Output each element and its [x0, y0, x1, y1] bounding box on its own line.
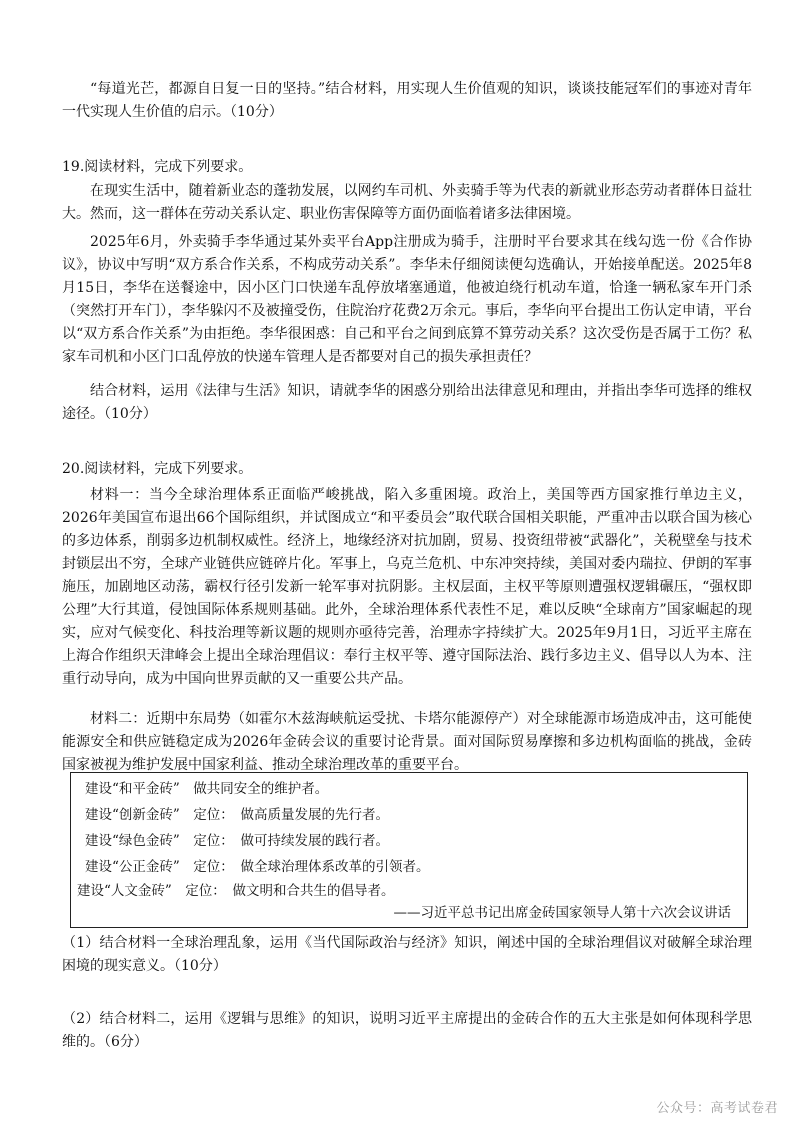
- q19-task: 结合材料，运用《法律与生活》知识，请就李华的困惑分别给出法律意见和理由，并指出李华可选择的维权途径。（10分）: [62, 383, 752, 422]
- q19-paragraph-2: 2025年6月，外卖骑手李华通过某外卖平台App注册成为骑手，注册时平台要求其在线勾选一份《合作协议》，协议中写明“双方系合作关系，不构成劳动关系”。李华未仔细阅读便勾选确认，开始接单配送。2025年8月15日，李华在送餐途中，因小区门口快递车乱停放堵塞通道，他被迫绕行机动车道，恰逢一辆私家车开门杀（突然打开车门），李华躲闪不及被撞受伤，住院治疗花费2万余元。事后，李华向平台提出工伤认定申请，平台以“双方系合作关系”为由拒绝。李华很困惑：自己和平台之间到底算不算劳动关系？这次受伤是否属于工伤？私家车司机和小区门口乱停放的快递车管理人是否都要对自己的损失承担责任？: [62, 234, 752, 365]
- q20-subquestion-1: （1）结合材料一全球治理乱象，运用《当代国际政治与经济》知识，阐述中国的全球治理倡议对破解全球治理困境的现实意义。（10分）: [62, 935, 752, 974]
- quote-line-culture: 建设“人文金砖” 定位： 做文明和合共生的倡导者。: [77, 883, 395, 899]
- quote-line-justice: 建设“公正金砖” 定位： 做全球治理体系改革的引领者。: [85, 859, 430, 875]
- watermark: 公众号：高考试卷君: [656, 1101, 778, 1116]
- q20-subquestion-2: （2）结合材料二，运用《逻辑与思维》的知识，说明习近平主席提出的金砖合作的五大主张是如何体现科学思维的。（6分）: [62, 1011, 752, 1050]
- quote-line-innovation: 建设“创新金砖” 定位： 做高质量发展的先行者。: [85, 807, 390, 823]
- quote-line-peace: 建设“和平金砖” 做共同安全的维护者。: [85, 781, 329, 797]
- q18-tail-text: “每道光芒，都源自日复一日的坚持。”结合材料，用实现人生价值观的知识，谈谈技能冠军们的事迹对青年一代实现人生价值的启示。（10分）: [62, 81, 752, 120]
- q19-header: 19.阅读材料，完成下列要求。: [62, 159, 253, 175]
- quote-box: [70, 772, 748, 928]
- q19-paragraph-1: 在现实生活中，随着新业态的蓬勃发展，以网约车司机、外卖骑手等为代表的新就业形态劳动者群体日益壮大。然而，这一群体在劳动关系认定、职业伤害保障等方面仍面临着诸多法律困境。: [62, 183, 752, 222]
- q20-material-1: 材料一：当今全球治理体系正面临严峻挑战，陷入多重困境。政治上，美国等西方国家推行单边主义，2026年美国宣布退出66个国际组织，并试图成立“和平委员会”取代联合国相关职能，严重冲击以联合国为核心的多边体系，削弱多边机制权威性。经济上，地缘经济对抗加剧，贸易、投资纽带被“武器化”，关税壁垒与技术封锁层出不穷，全球产业链供应链碎片化。军事上，乌克兰危机、中东冲突持续，美国对委内瑞拉、伊朗的军事施压，加剧地区动荡，霸权行径引发新一轮军事对抗阴影。主权层面，主权平等原则遭强权逻辑碾压，“强权即公理”大行其道，侵蚀国际体系规则基础。此外，全球治理体系代表性不足，难以反映“全球南方”国家崛起的现实，应对气候变化、科技治理等新议题的规则亦亟待完善，治理赤字持续扩大。2025年9月1日，习近平主席在上海合作组织天津峰会上提出全球治理倡议：奉行主权平等、遵守国际法治、践行多边主义、倡导以人为本、注重行动导向，成为中国向世界贡献的又一重要公共产品。: [62, 487, 752, 687]
- quote-line-green: 建设“绿色金砖” 定位： 做可持续发展的践行者。: [85, 833, 390, 849]
- q20-material-2: 材料二：近期中东局势（如霍尔木兹海峡航运受扰、卡塔尔能源停产）对全球能源市场造成冲击，这可能使能源安全和供应链稳定成为2026年金砖会议的重要讨论背景。面对国际贸易摩擦和多边机构面临的挑战，金砖国家被视为维护发展中国家利益、推动全球治理改革的重要平台。: [62, 711, 752, 773]
- quote-source: ——习近平总书记出席金砖国家领导人第十六次会议讲话: [393, 905, 731, 921]
- q20-header: 20.阅读材料，完成下列要求。: [62, 461, 253, 477]
